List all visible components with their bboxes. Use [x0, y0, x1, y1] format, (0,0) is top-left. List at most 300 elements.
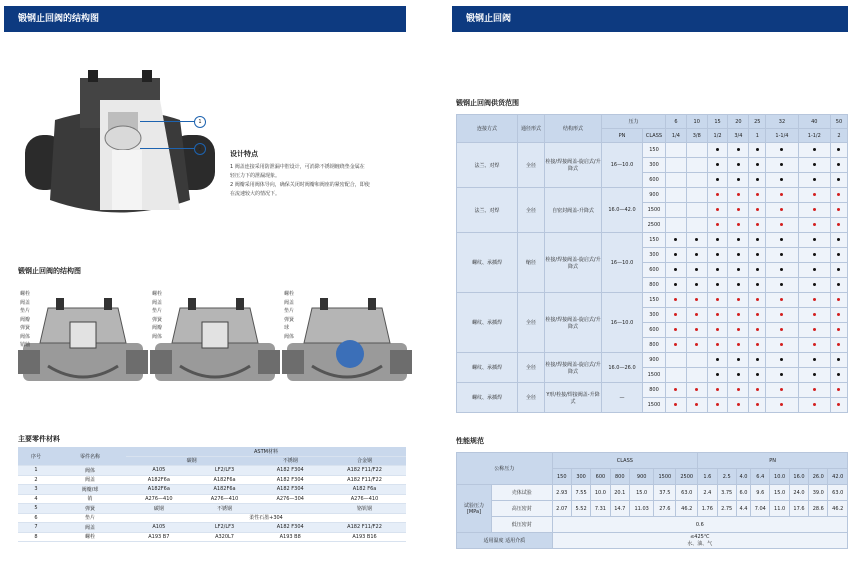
parts-cell: A276—410	[126, 494, 192, 504]
supply-availability-cell	[707, 158, 728, 173]
perf-pn-value: 26.0	[809, 469, 828, 485]
supply-availability-cell	[686, 398, 707, 413]
available-red-dot	[756, 223, 759, 226]
available-black-dot	[780, 283, 783, 286]
supply-pn: 16—10.0	[602, 293, 643, 353]
supply-availability-cell	[728, 218, 749, 233]
available-black-dot	[813, 148, 816, 151]
supply-availability-cell	[798, 323, 830, 338]
supply-availability-cell	[798, 188, 830, 203]
perf-value: 7.55	[571, 485, 590, 501]
supply-availability-cell	[830, 188, 847, 203]
valve-cutaway-illustration	[20, 60, 220, 230]
supply-availability-cell	[728, 263, 749, 278]
available-black-dot	[813, 283, 816, 286]
parts-row	[18, 532, 406, 542]
right-banner: 锻钢止回阀	[452, 6, 848, 32]
supply-bore: 缩径	[518, 233, 545, 293]
available-black-dot	[674, 253, 677, 256]
supply-availability-cell	[707, 143, 728, 158]
supply-bore: 全径	[518, 293, 545, 353]
available-black-dot	[756, 178, 759, 181]
supply-availability-cell	[830, 248, 847, 263]
supply-bore: 全径	[518, 353, 545, 383]
supply-availability-cell	[798, 368, 830, 383]
available-red-dot	[837, 193, 840, 196]
available-black-dot	[756, 373, 759, 376]
diagram-part-label: 垫片	[20, 308, 31, 314]
supply-availability-cell	[798, 248, 830, 263]
supply-availability-cell	[728, 338, 749, 353]
available-black-dot	[756, 148, 759, 151]
supply-range-table	[456, 114, 848, 413]
supply-availability-cell	[728, 158, 749, 173]
available-black-dot	[780, 373, 783, 376]
supply-class: 150	[643, 233, 666, 248]
available-red-dot	[780, 328, 783, 331]
diagram-part-label: 弹簧	[20, 325, 31, 331]
supply-availability-cell	[749, 353, 766, 368]
supply-availability-cell	[707, 353, 728, 368]
perf-value: 14.7	[610, 501, 629, 517]
supply-availability-cell	[666, 173, 687, 188]
perf-temp-media	[552, 533, 847, 549]
available-red-dot	[737, 403, 740, 406]
perf-pn-value: 10.0	[770, 469, 789, 485]
callout-1: 1	[194, 116, 206, 128]
supply-pn: 16.0—42.0	[602, 188, 643, 233]
supply-row	[457, 233, 848, 248]
supply-availability-cell	[666, 383, 687, 398]
supply-availability-cell	[666, 143, 687, 158]
available-black-dot	[780, 178, 783, 181]
diagram-part-label: 球	[284, 325, 290, 331]
available-red-dot	[837, 208, 840, 211]
available-red-dot	[813, 313, 816, 316]
supply-availability-cell	[749, 173, 766, 188]
available-red-dot	[756, 193, 759, 196]
available-red-dot	[780, 388, 783, 391]
available-red-dot	[737, 313, 740, 316]
supply-availability-cell	[798, 143, 830, 158]
perf-pn-label: PN	[698, 453, 848, 469]
size-mm: 10	[686, 115, 707, 129]
supply-availability-cell	[830, 218, 847, 233]
feature-line: 2 阀瓣采用阀体导向，确保关闭时阀瓣和阀座的紧密配合，即使	[230, 182, 370, 188]
parts-cell: 阀盖	[54, 523, 126, 533]
available-red-dot	[756, 388, 759, 391]
feature-line: 1 阀盖连接采用防泄漏中腔设计，可消除不锈钢缠绕垫金属在	[230, 164, 365, 170]
available-red-dot	[695, 328, 698, 331]
parts-table	[18, 447, 406, 542]
available-black-dot	[780, 253, 783, 256]
supply-availability-cell	[707, 368, 728, 383]
available-black-dot	[716, 283, 719, 286]
parts-cell: 3	[18, 485, 54, 495]
supply-availability-cell	[686, 203, 707, 218]
supply-row	[457, 293, 848, 308]
supply-availability-cell	[766, 143, 798, 158]
parts-cell: LF2/LF3	[192, 466, 258, 476]
supply-availability-cell	[666, 233, 687, 248]
available-black-dot	[674, 283, 677, 286]
supply-row	[457, 383, 848, 398]
available-black-dot	[756, 238, 759, 241]
parts-cell: 销	[54, 494, 126, 504]
diagram-part-label: 阀盖	[152, 299, 163, 306]
perf-class-value: 1500	[654, 469, 676, 485]
supply-class: 800	[643, 383, 666, 398]
supply-availability-cell	[666, 308, 687, 323]
supply-availability-cell	[728, 353, 749, 368]
size-mm: 32	[766, 115, 798, 129]
available-red-dot	[837, 313, 840, 316]
diagram-part-label: 螺栓	[20, 291, 31, 297]
perf-class-value: 300	[571, 469, 590, 485]
parts-cell: 2	[18, 475, 54, 485]
supply-availability-cell	[798, 293, 830, 308]
available-black-dot	[756, 268, 759, 271]
available-black-dot	[716, 268, 719, 271]
perf-value: 9.6	[751, 485, 770, 501]
supply-availability-cell	[728, 233, 749, 248]
available-red-dot	[780, 343, 783, 346]
supply-availability-cell	[766, 308, 798, 323]
feature-line: 轻压力下的泄漏现象。	[230, 173, 281, 179]
supply-availability-cell	[686, 248, 707, 263]
supply-availability-cell	[798, 383, 830, 398]
perf-value: 11.0	[770, 501, 789, 517]
size-mm: 6	[666, 115, 687, 129]
available-red-dot	[737, 328, 740, 331]
valve-section-drawing	[150, 288, 280, 398]
supply-class: 1500	[643, 203, 666, 218]
supply-availability-cell	[686, 263, 707, 278]
available-red-dot	[737, 208, 740, 211]
perf-row-name: 高压密封	[492, 501, 553, 517]
supply-availability-cell	[686, 383, 707, 398]
size-in: 1/2	[707, 129, 728, 143]
available-red-dot	[674, 403, 677, 406]
available-black-dot	[695, 283, 698, 286]
supply-class: 300	[643, 158, 666, 173]
valve-section-drawing	[18, 288, 148, 398]
supply-availability-cell	[707, 188, 728, 203]
supply-availability-cell	[666, 368, 687, 383]
supply-availability-cell	[728, 188, 749, 203]
available-red-dot	[780, 298, 783, 301]
supply-availability-cell	[666, 323, 687, 338]
supply-availability-cell	[707, 338, 728, 353]
supply-connection: 螺纹、承插焊	[457, 353, 518, 383]
perf-temp-label: 适用温度 适用介质	[457, 533, 553, 549]
supply-availability-cell	[707, 203, 728, 218]
parts-cell: A182 F11/F22	[323, 523, 406, 533]
available-red-dot	[813, 388, 816, 391]
available-red-dot	[695, 388, 698, 391]
supply-availability-cell	[728, 293, 749, 308]
available-black-dot	[837, 148, 840, 151]
available-red-dot	[716, 403, 719, 406]
supply-availability-cell	[666, 218, 687, 233]
parts-cell: A182 F304	[257, 466, 323, 476]
perf-row-name: 低压密封	[492, 517, 553, 533]
perf-media-value: 水、油、气	[687, 541, 713, 547]
perf-class-value: 600	[591, 469, 610, 485]
parts-sub-alloy: 合金钢	[323, 456, 406, 466]
supply-availability-cell	[830, 308, 847, 323]
supply-availability-cell	[666, 248, 687, 263]
supply-availability-cell	[766, 188, 798, 203]
available-black-dot	[737, 358, 740, 361]
available-black-dot	[780, 238, 783, 241]
supply-availability-cell	[830, 143, 847, 158]
diagram-part-label: 螺栓	[152, 291, 163, 297]
supply-connection: 法兰、对焊	[457, 143, 518, 188]
perf-value: 5.52	[571, 501, 590, 517]
supply-availability-cell	[766, 278, 798, 293]
size-mm: 40	[798, 115, 830, 129]
perf-class-value: 800	[610, 469, 629, 485]
perf-value: 4.4	[736, 501, 750, 517]
available-red-dot	[756, 298, 759, 301]
parts-cell: 碳钢	[126, 504, 192, 514]
supply-availability-cell	[749, 293, 766, 308]
parts-cell: A276—410	[192, 494, 258, 504]
parts-cell: 1	[18, 466, 54, 476]
supply-class: 600	[643, 263, 666, 278]
supply-availability-cell	[666, 263, 687, 278]
supply-availability-cell	[686, 188, 707, 203]
perf-value: 28.6	[809, 501, 828, 517]
perf-value: 11.03	[629, 501, 653, 517]
size-in: 3/8	[686, 129, 707, 143]
parts-cell: A182F6a	[192, 485, 258, 495]
supply-availability-cell	[707, 398, 728, 413]
perf-pn-value: 4.0	[736, 469, 750, 485]
available-red-dot	[716, 193, 719, 196]
supply-availability-cell	[766, 353, 798, 368]
parts-title: 主要零件材料	[18, 435, 60, 443]
available-red-dot	[674, 388, 677, 391]
feature-line: 在流速较大的情况下。	[230, 191, 281, 197]
supply-availability-cell	[830, 323, 847, 338]
available-black-dot	[837, 238, 840, 241]
diagram-part-label: 阀体	[284, 333, 295, 340]
parts-row	[18, 513, 406, 523]
supply-class: 900	[643, 188, 666, 203]
size-mm: 20	[728, 115, 749, 129]
supply-availability-cell	[666, 203, 687, 218]
parts-cell: A276—304	[257, 494, 323, 504]
supply-availability-cell	[707, 263, 728, 278]
supply-availability-cell	[766, 398, 798, 413]
supply-availability-cell	[728, 278, 749, 293]
parts-col-no: 序号	[18, 447, 54, 466]
perf-value: 46.2	[676, 501, 698, 517]
supply-availability-cell	[728, 383, 749, 398]
available-black-dot	[837, 268, 840, 271]
parts-row	[18, 485, 406, 495]
perf-value: 15.0	[629, 485, 653, 501]
supply-head-bore: 通径形式	[518, 115, 545, 143]
supply-availability-cell	[830, 278, 847, 293]
perf-temp-value: ≤425℃	[690, 534, 710, 540]
supply-availability-cell	[749, 158, 766, 173]
supply-availability-cell	[749, 338, 766, 353]
supply-availability-cell	[798, 308, 830, 323]
supply-pn: 16—10.0	[602, 233, 643, 293]
supply-structure: 自密封阀盖-升降式	[545, 188, 602, 233]
supply-availability-cell	[830, 368, 847, 383]
available-red-dot	[837, 328, 840, 331]
perf-nominal: 公称压力	[457, 453, 553, 485]
parts-cell: A182 F304	[257, 475, 323, 485]
available-black-dot	[756, 163, 759, 166]
supply-availability-cell	[749, 188, 766, 203]
diagram-part-label: 阀盖	[20, 299, 31, 306]
available-black-dot	[756, 358, 759, 361]
supply-availability-cell	[749, 368, 766, 383]
size-in: 1-1/4	[766, 129, 798, 143]
available-red-dot	[756, 328, 759, 331]
available-red-dot	[716, 298, 719, 301]
supply-availability-cell	[798, 353, 830, 368]
available-black-dot	[737, 268, 740, 271]
supply-availability-cell	[707, 308, 728, 323]
available-red-dot	[813, 328, 816, 331]
supply-availability-cell	[766, 203, 798, 218]
available-black-dot	[737, 373, 740, 376]
diagram-ball-check	[282, 288, 412, 398]
available-red-dot	[837, 403, 840, 406]
supply-row	[457, 188, 848, 203]
perf-title: 性能规范	[456, 437, 484, 445]
parts-row	[18, 475, 406, 485]
size-mm: 15	[707, 115, 728, 129]
diagram-lift-check	[150, 288, 280, 398]
available-red-dot	[695, 313, 698, 316]
available-black-dot	[737, 163, 740, 166]
supply-bore: 全径	[518, 188, 545, 233]
perf-value: 37.5	[654, 485, 676, 501]
supply-structure: 栓接/焊接阀盖-旋启式/升降式	[545, 233, 602, 293]
parts-cell: A193 B16	[323, 532, 406, 542]
supply-head-connection: 连接方式	[457, 115, 518, 143]
supply-pn: —	[602, 383, 643, 413]
available-black-dot	[813, 253, 816, 256]
supply-class: 600	[643, 173, 666, 188]
supply-availability-cell	[728, 173, 749, 188]
supply-structure: 栓接/焊接阀盖-旋启式/升降式	[545, 293, 602, 353]
diagram-part-label: 阀盖	[284, 299, 295, 306]
supply-head-class: CLASS	[643, 129, 666, 143]
supply-connection: 螺纹、承插焊	[457, 383, 518, 413]
supply-availability-cell	[749, 383, 766, 398]
parts-cell: A193 B8	[257, 532, 323, 542]
perf-value: 15.0	[770, 485, 789, 501]
supply-availability-cell	[666, 158, 687, 173]
perf-value: 2.75	[717, 501, 736, 517]
available-black-dot	[737, 178, 740, 181]
parts-cell: 垫片	[54, 513, 126, 523]
supply-row	[457, 143, 848, 158]
supply-connection: 螺纹、承插焊	[457, 293, 518, 353]
supply-structure: 栓接/焊接阀盖-旋启式/升降式	[545, 353, 602, 383]
available-red-dot	[716, 223, 719, 226]
supply-class: 150	[643, 143, 666, 158]
size-mm: 25	[749, 115, 766, 129]
available-black-dot	[737, 238, 740, 241]
valve-section-drawing	[282, 288, 412, 398]
available-black-dot	[716, 373, 719, 376]
available-red-dot	[813, 403, 816, 406]
available-black-dot	[813, 358, 816, 361]
supply-availability-cell	[749, 248, 766, 263]
available-black-dot	[695, 238, 698, 241]
supply-availability-cell	[798, 233, 830, 248]
supply-availability-cell	[728, 323, 749, 338]
available-red-dot	[756, 403, 759, 406]
supply-availability-cell	[666, 278, 687, 293]
parts-cell: 6	[18, 513, 54, 523]
available-black-dot	[837, 163, 840, 166]
parts-cell: 弹簧	[54, 504, 126, 514]
supply-availability-cell	[686, 233, 707, 248]
available-red-dot	[813, 298, 816, 301]
available-red-dot	[813, 223, 816, 226]
supply-availability-cell	[766, 338, 798, 353]
available-red-dot	[674, 298, 677, 301]
diagram-part-label: 阀体	[20, 333, 31, 340]
parts-cell: 柔性石墨+304	[126, 513, 406, 523]
available-red-dot	[780, 313, 783, 316]
supply-availability-cell	[749, 233, 766, 248]
supply-availability-cell	[728, 398, 749, 413]
supply-availability-cell	[830, 293, 847, 308]
available-red-dot	[737, 193, 740, 196]
supply-connection: 螺纹、承插焊	[457, 233, 518, 293]
supply-availability-cell	[686, 308, 707, 323]
perf-value: 6.0	[736, 485, 750, 501]
supply-availability-cell	[686, 368, 707, 383]
parts-col-name: 零件名称	[54, 447, 126, 466]
available-black-dot	[716, 163, 719, 166]
supply-availability-cell	[830, 158, 847, 173]
perf-test-label: 试验压力 [MPa]	[457, 485, 492, 533]
available-black-dot	[813, 268, 816, 271]
diagram-swing-check	[18, 288, 148, 398]
parts-cell: A182 F304	[257, 485, 323, 495]
available-black-dot	[737, 283, 740, 286]
supply-availability-cell	[728, 368, 749, 383]
available-black-dot	[813, 178, 816, 181]
available-black-dot	[813, 238, 816, 241]
available-red-dot	[716, 343, 719, 346]
supply-availability-cell	[766, 173, 798, 188]
perf-value: 20.1	[610, 485, 629, 501]
available-black-dot	[756, 283, 759, 286]
supply-availability-cell	[766, 158, 798, 173]
supply-availability-cell	[766, 218, 798, 233]
supply-availability-cell	[830, 398, 847, 413]
supply-availability-cell	[666, 338, 687, 353]
parts-cell: 8	[18, 532, 54, 542]
size-mm: 50	[830, 115, 847, 129]
supply-connection: 法兰、对焊	[457, 188, 518, 233]
left-banner: 锻钢止回阀的结构图	[4, 6, 406, 32]
available-red-dot	[737, 343, 740, 346]
